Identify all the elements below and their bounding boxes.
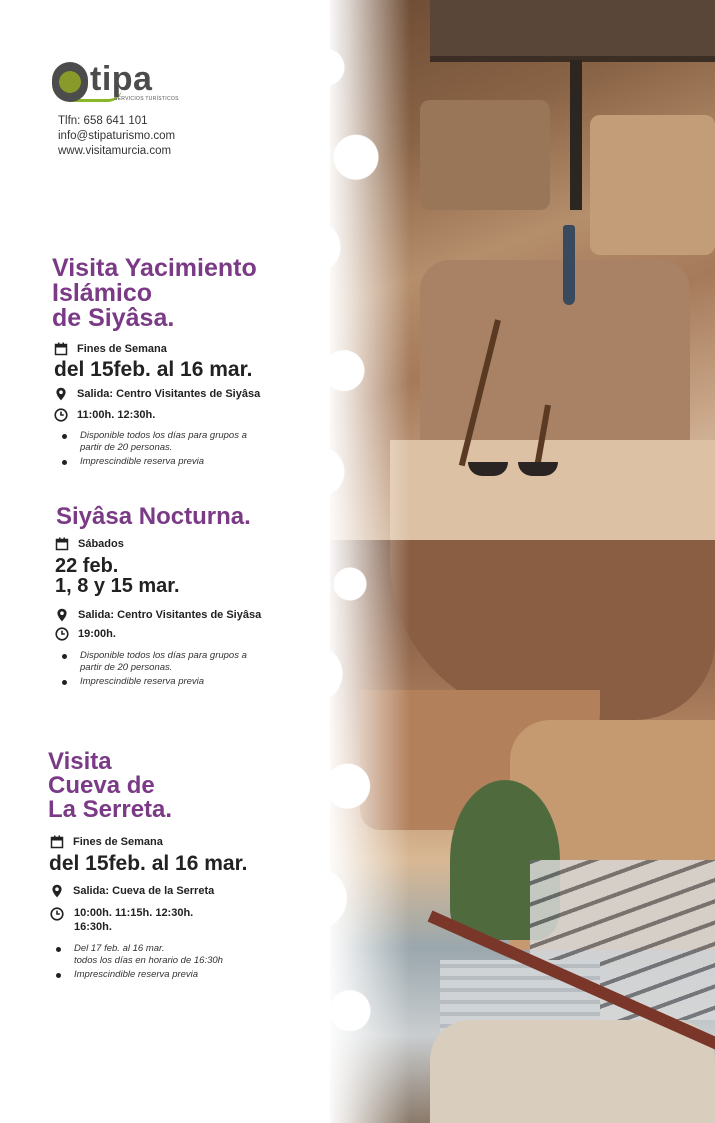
times-row bbox=[54, 408, 155, 422]
event-title-line: Islámico bbox=[52, 279, 153, 307]
notes-list bbox=[58, 650, 298, 690]
event-date-line: 22 feb. bbox=[55, 555, 119, 577]
clock-icon bbox=[55, 627, 69, 641]
times-label: 19:00h. bbox=[78, 628, 116, 640]
notes-list bbox=[52, 943, 292, 983]
times-row bbox=[55, 627, 116, 641]
contact-website[interactable]: www.visitamurcia.com bbox=[58, 145, 172, 157]
logo-s-mark bbox=[52, 62, 88, 102]
clock-icon bbox=[54, 408, 68, 422]
contact-email[interactable]: info@stipaturismo.com bbox=[58, 130, 176, 142]
schedule-row bbox=[50, 835, 163, 849]
notes-list bbox=[58, 430, 298, 470]
note-text: todos los días en horario de 16:30h bbox=[74, 954, 223, 966]
note-text: Disponible todos los días para grupos a bbox=[80, 650, 247, 661]
schedule-label: Fines de Semana bbox=[73, 836, 163, 848]
event-title-line: Cueva de bbox=[48, 772, 155, 799]
map-pin-icon bbox=[55, 608, 69, 622]
departure-row bbox=[50, 884, 214, 898]
event-title-line: Visita bbox=[48, 748, 112, 775]
note-text: Imprescindible reserva previa bbox=[74, 968, 199, 980]
note-text: Disponible todos los días para grupos a bbox=[80, 430, 247, 441]
calendar-icon bbox=[55, 537, 69, 551]
shovel bbox=[563, 225, 575, 305]
painted-edge bbox=[290, 0, 410, 1123]
event-dates: del 15feb. al 16 mar. bbox=[54, 358, 253, 381]
contact-phone: Tlfn: 658 641 101 bbox=[58, 115, 148, 127]
event-dates bbox=[55, 556, 180, 596]
stipa-logo bbox=[52, 60, 179, 108]
note-item bbox=[58, 650, 298, 674]
departure-label: Salida: Cueva de la Serreta bbox=[73, 885, 215, 897]
logo-tagline: SERVICIOS TURÍSTICOS bbox=[114, 96, 179, 102]
departure-label: Salida: Centro Visitantes de Siyâsa bbox=[78, 609, 262, 621]
note-text: partir de 20 personas. bbox=[80, 661, 173, 673]
note-item bbox=[58, 430, 298, 454]
departure-row bbox=[54, 387, 260, 401]
departure-row bbox=[55, 608, 261, 622]
excavation-floor bbox=[390, 440, 715, 545]
logo-wordmark: tipa bbox=[90, 60, 153, 98]
note-text: partir de 20 personas. bbox=[80, 441, 173, 453]
rocks bbox=[430, 1020, 715, 1123]
note-text: Imprescindible reserva previa bbox=[80, 455, 205, 467]
times-line: 16:30h. bbox=[74, 921, 112, 934]
schedule-row bbox=[55, 537, 124, 551]
note-item bbox=[52, 969, 292, 981]
departure-label: Salida: Centro Visitantes de Siyâsa bbox=[77, 388, 261, 400]
note-item bbox=[52, 943, 292, 967]
schedule-label: Fines de Semana bbox=[77, 343, 167, 355]
note-text: Del 17 feb. al 16 mar. bbox=[74, 943, 165, 954]
calendar-icon bbox=[54, 342, 68, 356]
times-line: 10:00h. 11:15h. 12:30h. bbox=[74, 907, 194, 919]
clock-icon bbox=[50, 907, 64, 921]
event-date-line: 1, 8 y 15 mar. bbox=[55, 575, 180, 597]
ruin-wall bbox=[420, 100, 550, 210]
ruin-wall bbox=[420, 260, 690, 460]
event-title bbox=[52, 256, 257, 331]
calendar-icon bbox=[50, 835, 64, 849]
event-title bbox=[48, 750, 172, 822]
event-title-line: La Serreta. bbox=[48, 796, 173, 823]
event-title: Siyâsa Nocturna. bbox=[56, 503, 251, 530]
map-pin-icon bbox=[50, 884, 64, 898]
event-title-line: Visita Yacimiento bbox=[52, 254, 257, 282]
note-item bbox=[58, 676, 298, 688]
schedule-row bbox=[54, 342, 167, 356]
map-pin-icon bbox=[54, 387, 68, 401]
event-dates: del 15feb. al 16 mar. bbox=[49, 852, 248, 875]
times-label: 11:00h. 12:30h. bbox=[77, 409, 156, 421]
shelter-roof bbox=[430, 0, 715, 60]
event-title-line: de Siyâsa. bbox=[52, 304, 175, 332]
ruin-wall bbox=[590, 115, 715, 255]
schedule-label: Sábados bbox=[78, 538, 124, 550]
note-text: Imprescindible reserva previa bbox=[80, 675, 205, 687]
times-label bbox=[74, 906, 193, 935]
note-item bbox=[58, 456, 298, 468]
shelter-post bbox=[570, 60, 582, 210]
